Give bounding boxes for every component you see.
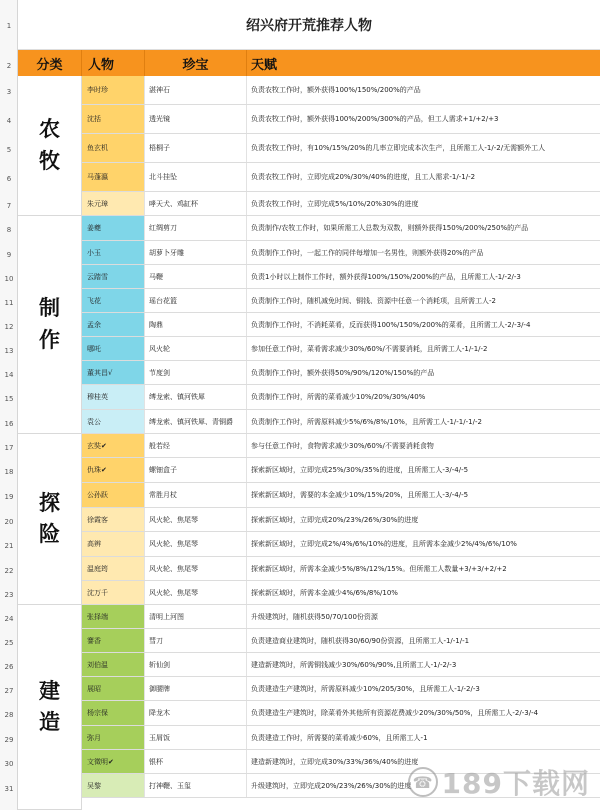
category-char: 建 — [39, 678, 60, 703]
talent-cell[interactable]: 负责农牧工作时，立即完成5%/10%/20%30%的进度 — [251, 199, 419, 208]
row-number[interactable]: 29 — [4, 736, 14, 744]
treasure-cell[interactable]: 湛神石 — [145, 76, 247, 104]
treasure-cell[interactable]: 清明上河图 — [145, 605, 247, 628]
row-number[interactable]: 22 — [4, 567, 14, 575]
row-number[interactable]: 18 — [4, 468, 14, 476]
person-cell[interactable]: 鱼玄机 — [82, 134, 145, 162]
treasure-cell[interactable]: 降龙木 — [145, 701, 247, 725]
treasure-cell[interactable]: 螺钿盒子 — [145, 458, 247, 482]
talent-cell[interactable]: 负责农牧工作时，有10%/15%/20%的几率立即完成本次生产，且所需工人-1/-2/无需额外工人 — [251, 144, 546, 152]
treasure-cell[interactable]: 缚龙索、镇河铁犀、青铜爵 — [145, 410, 247, 433]
row-number[interactable]: 4 — [6, 117, 12, 125]
row-number[interactable]: 11 — [4, 299, 14, 307]
header-category[interactable]: 分类 — [18, 50, 82, 76]
row-number[interactable]: 28 — [4, 711, 14, 719]
table-row — [82, 701, 600, 726]
person-cell[interactable]: 玄奘✔ — [82, 434, 145, 457]
row-number[interactable]: 3 — [6, 88, 12, 96]
talent-cell[interactable]: 升级建筑时，随机获得50/70/100份资源 — [251, 612, 378, 621]
person-cell[interactable]: 公孙跃 — [82, 483, 145, 507]
treasure-cell[interactable]: 梧桐子 — [145, 134, 247, 162]
person-cell[interactable]: 仇珠✔ — [82, 458, 145, 482]
row-number[interactable]: 20 — [4, 518, 14, 526]
treasure-cell[interactable]: 马鞭 — [145, 265, 247, 288]
watermark-text: 189下载网 — [441, 767, 590, 800]
row-number[interactable]: 24 — [4, 615, 14, 623]
person-cell[interactable]: 小玉 — [82, 241, 145, 264]
table-row — [82, 163, 600, 192]
treasure-cell[interactable]: 风火轮、焦尾琴 — [145, 508, 247, 531]
table-row — [82, 313, 600, 337]
table-row — [82, 726, 600, 750]
row-number[interactable]: 2 — [6, 62, 12, 70]
person-cell[interactable]: 姜夔 — [82, 216, 145, 240]
treasure-cell[interactable]: 常胜月杖 — [145, 483, 247, 507]
row-number[interactable]: 9 — [6, 251, 12, 259]
treasure-cell[interactable]: 风火轮、焦尾琴 — [145, 532, 247, 556]
person-cell[interactable]: 孟余 — [82, 313, 145, 336]
row-number[interactable]: 17 — [4, 444, 14, 452]
person-cell[interactable]: 謇香 — [82, 629, 145, 652]
table-row — [82, 581, 600, 605]
talent-cell[interactable]: 负责农牧工作时，立即完成20%/30%/40%的进度，且工人需求-1/-1/-2 — [251, 173, 476, 181]
talent-cell[interactable]: 探索新区域时，立即完成2%/4%/6%/10%的进度，且所需本金减少2%/4%/6%/10% — [251, 540, 517, 548]
table-row — [82, 677, 600, 701]
treasure-cell[interactable]: 打神鞭、玉玺 — [145, 774, 247, 797]
talent-cell[interactable]: 负责制作工作时，不消耗菜肴，反而获得100%/150%/200%的菜肴，且所需工人-2/-3/-4 — [251, 320, 531, 329]
person-cell[interactable]: 张择端 — [82, 605, 145, 628]
talent-cell[interactable]: 负责建造商业建筑时，随机获得30/60/90份资源，且所需工人-1/-1/-1 — [251, 636, 470, 645]
talent-cell[interactable]: 探索新区域时，立即完成20%/23%/26%/30%的进度 — [251, 515, 419, 524]
person-cell[interactable]: 温庭筠 — [82, 557, 145, 580]
row-number[interactable]: 6 — [6, 175, 12, 183]
table-row — [82, 653, 600, 677]
table-row — [82, 241, 600, 265]
talent-cell[interactable]: 探索新区域时，立即完成25%/30%/35%的进度，且所需工人-3/-4/-5 — [251, 466, 469, 474]
table-row — [82, 629, 600, 653]
treasure-cell[interactable]: 北斗挂坠 — [145, 163, 247, 191]
person-cell[interactable]: 袁公 — [82, 410, 145, 433]
category-cell[interactable] — [18, 434, 82, 605]
row-number[interactable]: 25 — [4, 639, 14, 647]
person-cell[interactable]: 云踏雪 — [82, 265, 145, 288]
talent-cell[interactable]: 负责建造工作时，所需要的菜肴减少60%，且所需工人-1 — [251, 733, 428, 742]
table-row — [82, 385, 600, 410]
table-row — [82, 483, 600, 508]
talent-cell[interactable]: 负责建造生产建筑时，除菜肴外其他所有资源花费减少20%/30%/50%，且所需工人-2/-3/-4 — [251, 709, 539, 717]
talent-cell[interactable]: 负责1小时以上制作工作时，额外获得100%/150%/200%的产品，且所需工人-1/-2/-3 — [251, 272, 521, 281]
row-number[interactable]: 1 — [6, 22, 12, 30]
header-row — [18, 50, 600, 76]
treasure-cell[interactable]: 节度剑 — [145, 361, 247, 384]
row-number[interactable]: 8 — [6, 226, 12, 234]
table-row — [82, 216, 600, 241]
category-char: 作 — [39, 327, 60, 352]
header-person[interactable]: 人物 — [82, 50, 145, 76]
row-number[interactable]: 13 — [4, 347, 14, 355]
person-cell[interactable]: 文徵明✔ — [82, 750, 145, 773]
talent-cell[interactable]: 参与任意工作时，食物需求减少30%/60%/不需要消耗食物 — [251, 441, 434, 450]
talent-cell[interactable]: 建造新建筑时，所需铜钱减少30%/60%/90%,且所需工人-1/-2/-3 — [251, 660, 457, 669]
treasure-cell[interactable]: 缚龙索、镇河铁犀 — [145, 385, 247, 409]
person-cell[interactable]: 朱元璋 — [82, 192, 145, 215]
treasure-cell[interactable]: 般若经 — [145, 434, 247, 457]
treasure-cell[interactable]: 风火轮 — [145, 337, 247, 360]
treasure-cell[interactable]: 风火轮、焦尾琴 — [145, 581, 247, 604]
person-cell[interactable]: 徐霞客 — [82, 508, 145, 531]
phone-icon: ☎ — [408, 767, 438, 797]
talent-cell[interactable]: 负责制作工作时，额外获得50%/90%/120%/150%的产品 — [251, 368, 435, 377]
treasure-cell[interactable]: 玉屑饭 — [145, 726, 247, 749]
row-number[interactable]: 31 — [4, 785, 14, 793]
row-number[interactable]: 10 — [4, 275, 14, 283]
talent-cell[interactable]: 负责农牧工作时，额外获得100%/200%/300%的产品，但工人需求+1/+2/+3 — [251, 115, 499, 123]
person-cell[interactable]: 高辨 — [82, 532, 145, 556]
person-cell[interactable]: 刘伯温 — [82, 653, 145, 676]
treasure-cell[interactable]: 透光镜 — [145, 105, 247, 133]
talent-cell[interactable]: 建造新建筑时，立即完成30%/33%/36%/40%的进度 — [251, 757, 419, 766]
row-number[interactable]: 26 — [4, 663, 14, 671]
row-number[interactable]: 12 — [4, 323, 14, 331]
person-cell[interactable]: 李时珍 — [82, 76, 145, 104]
table-row — [82, 605, 600, 629]
person-cell[interactable]: 董其昌√ — [82, 361, 145, 384]
table-row — [82, 337, 600, 361]
category-char: 造 — [39, 710, 60, 734]
person-cell[interactable]: 展昭 — [82, 677, 145, 700]
row-number[interactable]: 14 — [4, 371, 14, 379]
treasure-cell[interactable]: 银杯 — [145, 750, 247, 773]
person-cell[interactable]: 穆桂英 — [82, 385, 145, 409]
talent-cell[interactable]: 负责农牧工作时，额外获得100%/150%/200%的产品 — [251, 86, 421, 94]
talent-cell[interactable]: 负责制作工作时，所需的菜肴减少10%/20%/30%/40% — [251, 393, 426, 401]
treasure-cell[interactable]: 红绸剪刀 — [145, 216, 247, 240]
table-row — [82, 134, 600, 163]
treasure-cell[interactable]: 陶鼎 — [145, 313, 247, 336]
row-number[interactable]: 30 — [4, 760, 14, 768]
row-number[interactable]: 19 — [4, 493, 14, 501]
table-row — [82, 76, 600, 105]
talent-cell[interactable]: 负责制作工作时，所需原料减少5%/6%/8%/10%，且所需工人-1/-1/-1/-2 — [251, 417, 482, 426]
person-cell[interactable]: 哪吒 — [82, 337, 145, 360]
category-char: 制 — [39, 296, 60, 320]
person-cell[interactable]: 杨宗保 — [82, 701, 145, 725]
row-number[interactable]: 15 — [4, 395, 14, 403]
category-char: 探 — [39, 490, 60, 515]
talent-cell[interactable]: 负责制作工作时，随机减免时间、铜钱、资源中任意一个消耗项，且所需工人-2 — [251, 296, 496, 305]
talent-cell[interactable]: 负责建造生产建筑时，所需原料减少10%/205/30%，且所需工人-1/-2/-3 — [251, 684, 480, 693]
person-cell[interactable]: 吴黎 — [82, 774, 145, 797]
table-row — [82, 557, 600, 581]
row-number[interactable]: 23 — [4, 591, 14, 599]
treasure-cell[interactable]: 御腰牌 — [145, 677, 247, 700]
talent-cell[interactable]: 负责制作/农牧工作时，如果所需工人总数为双数，则额外获得150%/200%/250%的产品 — [251, 224, 529, 232]
category-char: 险 — [39, 522, 60, 546]
category-char: 农 — [39, 117, 60, 141]
row-number[interactable]: 21 — [4, 542, 14, 550]
talent-cell[interactable]: 参加任意工作时，菜肴需求减少30%/60%/不需要消耗，且所需工人-1/-1/-2 — [251, 344, 488, 353]
category-char: 牧 — [39, 148, 60, 173]
treasure-cell[interactable]: 瑶台花篮 — [145, 289, 247, 312]
row-number[interactable]: 5 — [6, 146, 12, 154]
table-row — [82, 289, 600, 313]
table-row — [82, 458, 600, 483]
person-cell[interactable]: 弥月 — [82, 726, 145, 749]
person-cell[interactable]: 沈万千 — [82, 581, 145, 604]
category-cell[interactable] — [18, 216, 82, 434]
table-row — [82, 192, 600, 216]
talent-cell[interactable]: 负责制作工作时，一起工作的同伴每增加一名男性，则额外获得20%的产品 — [251, 248, 484, 257]
treasure-cell[interactable]: 彗刀 — [145, 629, 247, 652]
talent-cell[interactable]: 探索新区域时，所需本金减少4%/6%/8%/10% — [251, 588, 398, 597]
talent-cell[interactable]: 升级建筑时，立即完成20%/23%/26%/30%的进度 — [251, 781, 412, 790]
row-number-column — [0, 0, 18, 810]
person-cell[interactable]: 沈括 — [82, 105, 145, 133]
person-cell[interactable]: 飞花 — [82, 289, 145, 312]
treasure-cell[interactable]: 风火轮、焦尾琴 — [145, 557, 247, 580]
table-row — [82, 410, 600, 434]
row-number[interactable]: 27 — [4, 687, 14, 695]
category-cell[interactable] — [18, 605, 82, 810]
category-cell[interactable] — [18, 76, 82, 216]
talent-cell[interactable]: 探索新区域时，需要的本金减少10%/15%/20%，且所需工人-3/-4/-5 — [251, 491, 469, 499]
sheet-title: 绍兴府开荒推荐人物 — [18, 0, 600, 50]
table-row — [82, 434, 600, 458]
person-cell[interactable]: 马蓬瀛 — [82, 163, 145, 191]
watermark — [408, 762, 590, 802]
treasure-cell[interactable]: 斩仙剑 — [145, 653, 247, 676]
treasure-cell[interactable]: 哮天犬、鸡缸杯 — [145, 192, 247, 215]
table-row — [82, 532, 600, 557]
treasure-cell[interactable]: 胡萝卜牙雕 — [145, 241, 247, 264]
talent-cell[interactable]: 探索新区域时，所需本金减少5%/8%/12%/15%。但所需工人数量+3/+3/+2/+2 — [251, 564, 507, 573]
row-number[interactable]: 16 — [4, 420, 14, 428]
table-row — [82, 508, 600, 532]
table-row — [82, 361, 600, 385]
table-row — [82, 265, 600, 289]
header-treasure[interactable]: 珍宝 — [145, 50, 247, 76]
header-talent[interactable]: 天赋 — [251, 57, 278, 73]
row-number[interactable]: 7 — [6, 202, 12, 210]
table-row — [82, 105, 600, 134]
